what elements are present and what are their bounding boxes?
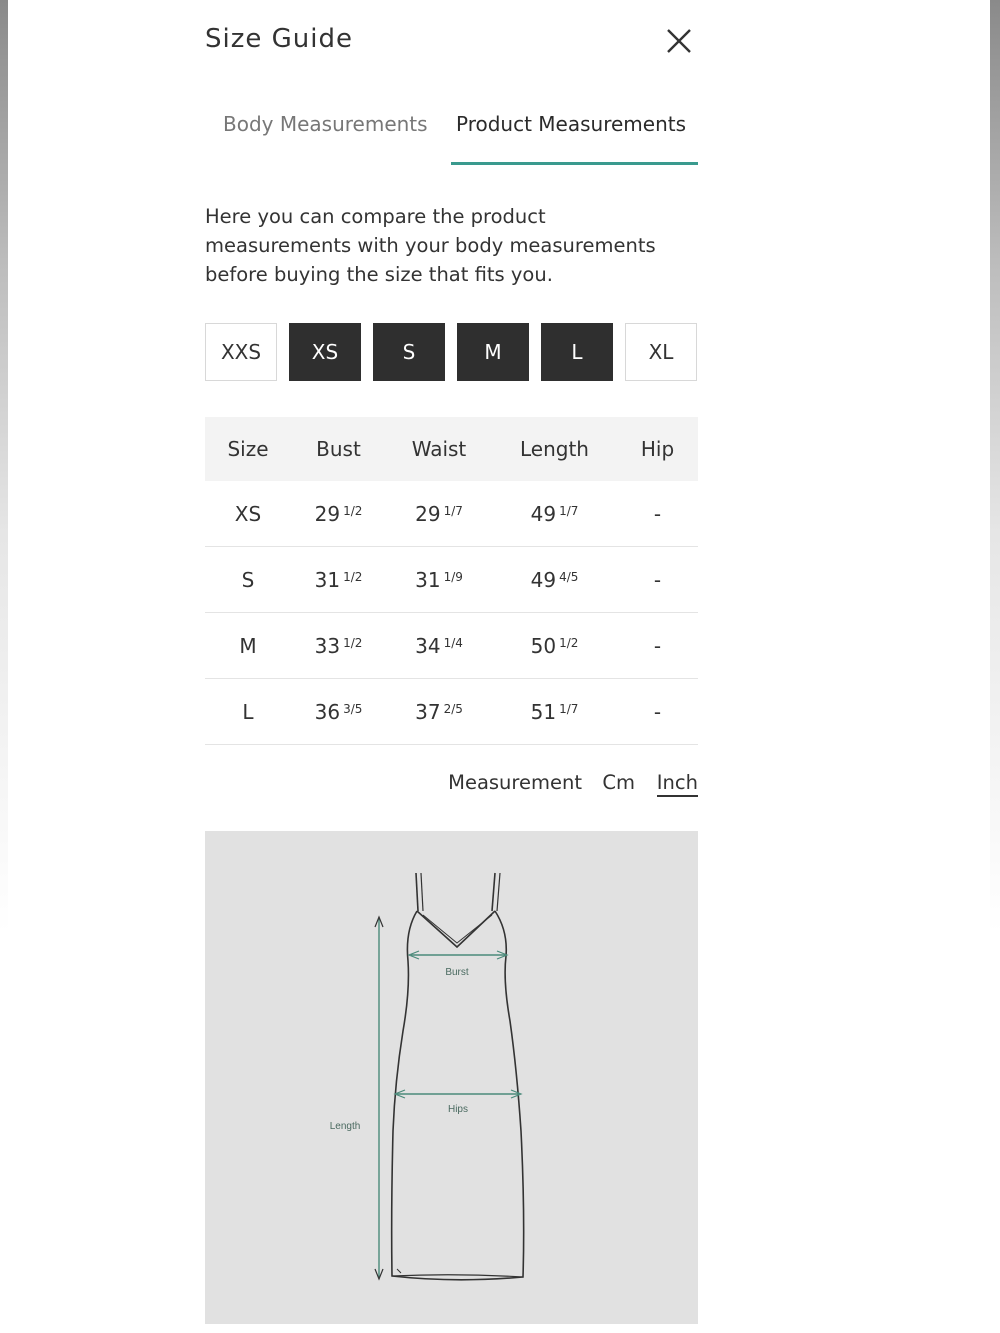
- tab-body-measurements[interactable]: Body Measurements: [223, 112, 428, 136]
- backdrop-edge-right: [990, 0, 1000, 1333]
- intro-text: Here you can compare the product measurements with your body measurements before buying the size that fits you.: [205, 205, 656, 286]
- cell-hip: -: [617, 481, 698, 547]
- cell-length: [492, 679, 617, 745]
- cell-bust: [291, 613, 386, 679]
- table-row: [205, 481, 698, 547]
- cell-size: M: [205, 613, 291, 679]
- size-button-m[interactable]: M: [457, 323, 529, 381]
- diagram-label-length: Length: [329, 1121, 361, 1132]
- column-header-waist: Waist: [411, 437, 467, 461]
- diagram-label-hips: Hips: [447, 1104, 469, 1115]
- active-tab-indicator: [451, 162, 698, 165]
- cell-value: 31: [314, 567, 341, 592]
- cell-value: 29: [314, 501, 341, 526]
- unit-option-inch[interactable]: Inch: [657, 771, 698, 797]
- cell-fraction: 1/7: [443, 503, 463, 518]
- table-row: [205, 547, 698, 613]
- page-title: Size Guide: [205, 24, 353, 54]
- cell-hip: -: [617, 679, 698, 745]
- cell-length: [492, 481, 617, 547]
- measurements-table: [205, 417, 698, 745]
- tab-product-measurements[interactable]: Product Measurements: [456, 112, 687, 136]
- dress-illustration: [205, 831, 698, 1324]
- cell-fraction: 1/9: [443, 569, 463, 584]
- cell-value: 50: [530, 633, 557, 658]
- size-button-xxs[interactable]: XXS: [205, 323, 277, 381]
- cell-hip: -: [617, 547, 698, 613]
- cell-value: 31: [415, 567, 441, 592]
- cell-fraction: 1/2: [343, 635, 363, 650]
- cell-waist: [386, 613, 492, 679]
- cell-bust: [291, 547, 386, 613]
- size-button-xl[interactable]: XL: [625, 323, 697, 381]
- measurement-label: Measurement: [448, 771, 582, 794]
- tabs: [205, 84, 698, 166]
- cell-bust: [291, 481, 386, 547]
- cell-fraction: 3/5: [343, 701, 363, 716]
- close-icon: [664, 26, 694, 56]
- cell-fraction: 1/2: [343, 503, 363, 518]
- cell-value: 49: [530, 567, 557, 592]
- cell-waist: [386, 547, 492, 613]
- cell-fraction: 1/7: [559, 701, 579, 716]
- size-guide-panel: [205, 0, 698, 841]
- size-selector: [205, 323, 698, 383]
- cell-size: S: [205, 547, 291, 613]
- diagram-label-bust: Burst: [445, 967, 469, 978]
- table-row: [205, 613, 698, 679]
- cell-fraction: 2/5: [443, 701, 463, 716]
- cell-value: 36: [314, 699, 341, 724]
- cell-value: 33: [314, 633, 341, 658]
- cell-value: 29: [415, 501, 441, 526]
- cell-value: 34: [415, 633, 441, 658]
- cell-hip: -: [617, 613, 698, 679]
- cell-waist: [386, 679, 492, 745]
- column-header-size: Size: [227, 437, 269, 461]
- cell-waist: [386, 481, 492, 547]
- cell-bust: [291, 679, 386, 745]
- cell-fraction: 1/4: [443, 635, 463, 650]
- column-header-length: Length: [520, 437, 589, 461]
- column-header-bust: Bust: [316, 437, 361, 461]
- size-button-xs[interactable]: XS: [289, 323, 361, 381]
- cell-fraction: 1/2: [343, 569, 363, 584]
- cell-value: 37: [415, 699, 441, 724]
- cell-length: [492, 547, 617, 613]
- size-button-s[interactable]: S: [373, 323, 445, 381]
- unit-option-cm[interactable]: Cm: [602, 771, 635, 794]
- close-button[interactable]: [664, 26, 694, 56]
- cell-fraction: 1/2: [559, 635, 579, 650]
- cell-size: L: [205, 679, 291, 745]
- header: [205, 0, 698, 84]
- cell-length: [492, 613, 617, 679]
- table-header-row: [205, 417, 698, 481]
- column-header-hip: Hip: [640, 437, 675, 461]
- backdrop-edge-left: [0, 0, 8, 1333]
- cell-fraction: 1/7: [559, 503, 579, 518]
- cell-value: 49: [530, 501, 557, 526]
- dress-measurement-diagram: [205, 831, 698, 1324]
- size-button-l[interactable]: L: [541, 323, 613, 381]
- cell-fraction: 4/5: [559, 569, 579, 584]
- cell-size: XS: [205, 481, 291, 547]
- table-row: [205, 679, 698, 745]
- cell-value: 51: [530, 699, 557, 724]
- measurement-unit-toggle: [205, 745, 698, 841]
